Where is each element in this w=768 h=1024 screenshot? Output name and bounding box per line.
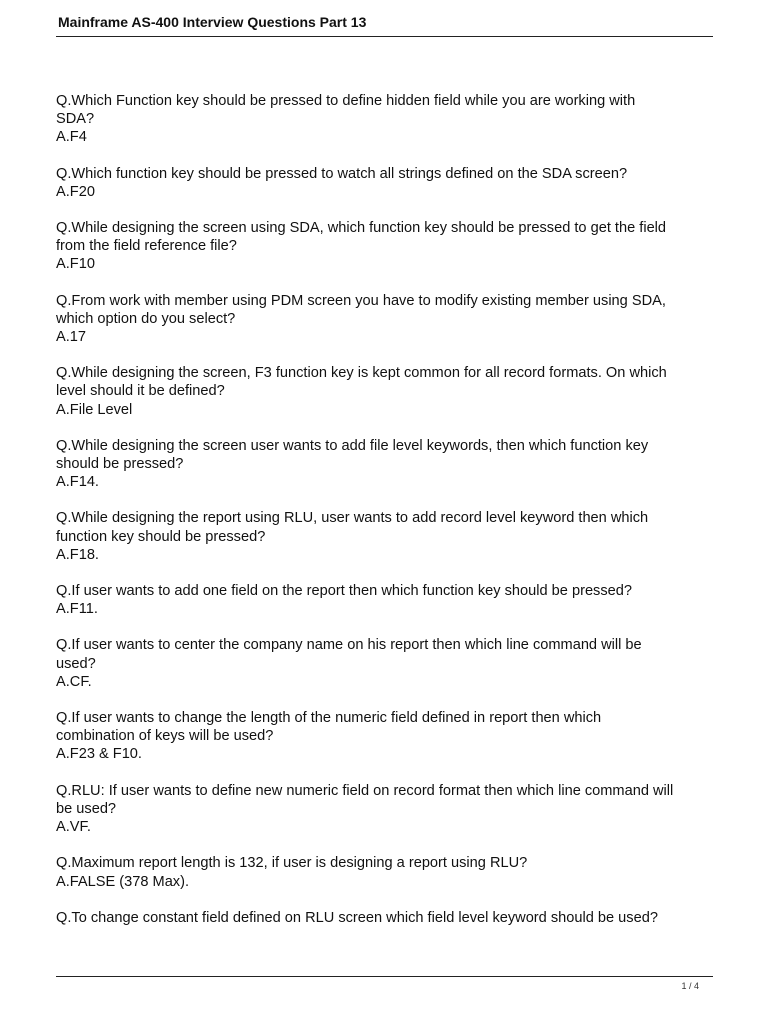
qa-item <box>56 909 716 927</box>
answer-text: A.F4 <box>56 129 87 146</box>
question-text: level should it be defined? <box>56 383 225 400</box>
question-text: Q.If user wants to center the company name on his report then which line command will be <box>56 637 642 654</box>
question-text: Q.While designing the screen using SDA, which function key should be pressed to get the field <box>56 220 667 237</box>
answer-text: A.17 <box>56 329 87 346</box>
page-header <box>56 14 713 37</box>
qa-item <box>56 782 716 837</box>
qa-item <box>56 509 716 564</box>
page-footer <box>56 976 713 991</box>
answer-text: A.VF. <box>56 819 91 836</box>
question-text: function key should be pressed? <box>56 528 266 545</box>
question-text: Q.While designing the report using RLU, user wants to add record level keyword then which <box>56 510 649 527</box>
answer-text: A.F20 <box>56 183 95 200</box>
question-text: used? <box>56 655 96 672</box>
question-text: be used? <box>56 800 117 817</box>
question-text: Q.From work with member using PDM screen you have to modify existing member using SDA, <box>56 292 666 309</box>
qa-item <box>56 292 716 347</box>
qa-item <box>56 92 716 147</box>
page-title: Mainframe AS-400 Interview Questions Part 13 <box>58 14 367 30</box>
question-text: Q.If user wants to add one field on the report then which function key should be pressed? <box>56 583 632 600</box>
question-text: SDA? <box>56 111 95 128</box>
question-text: Q.While designing the screen user wants to add file level keywords, then which function key <box>56 437 649 454</box>
question-text: Q.While designing the screen, F3 function key is kept common for all record formats. On which <box>56 365 667 382</box>
answer-text: A.F14. <box>56 474 99 491</box>
qa-item <box>56 219 716 274</box>
answer-text: A.F11. <box>56 601 98 618</box>
qa-item <box>56 165 716 201</box>
question-text: Q.Which Function key should be pressed to define hidden field while you are working with <box>56 93 636 109</box>
page-number: 1 / 4 <box>681 981 699 991</box>
answer-text: A.F10 <box>56 256 95 273</box>
qa-item <box>56 364 716 419</box>
answer-text: A.File Level <box>56 401 133 418</box>
question-text: Q.If user wants to change the length of the numeric field defined in report then which <box>56 710 602 727</box>
qa-list <box>56 92 716 945</box>
qa-item <box>56 636 716 691</box>
question-text: combination of keys will be used? <box>56 728 274 745</box>
question-text: Q.Maximum report length is 132, if user is designing a report using RLU? <box>56 855 528 872</box>
question-text: Q.To change constant field defined on RLU screen which field level keyword should be used? <box>56 909 658 926</box>
question-text: Q.Which function key should be pressed to watch all strings defined on the SDA screen? <box>56 165 628 182</box>
answer-text: A.F23 & F10. <box>56 746 142 763</box>
question-text: which option do you select? <box>56 310 236 327</box>
qa-item <box>56 854 716 890</box>
question-text: from the field reference file? <box>56 238 237 255</box>
answer-text: A.CF. <box>56 673 92 690</box>
answer-text: A.FALSE (378 Max). <box>56 873 190 890</box>
qa-item <box>56 437 716 492</box>
answer-text: A.F18. <box>56 546 99 563</box>
question-text: should be pressed? <box>56 456 184 473</box>
qa-item <box>56 582 716 618</box>
qa-item <box>56 709 716 764</box>
question-text: Q.RLU: If user wants to define new numeric field on record format then which line command will <box>56 782 674 799</box>
